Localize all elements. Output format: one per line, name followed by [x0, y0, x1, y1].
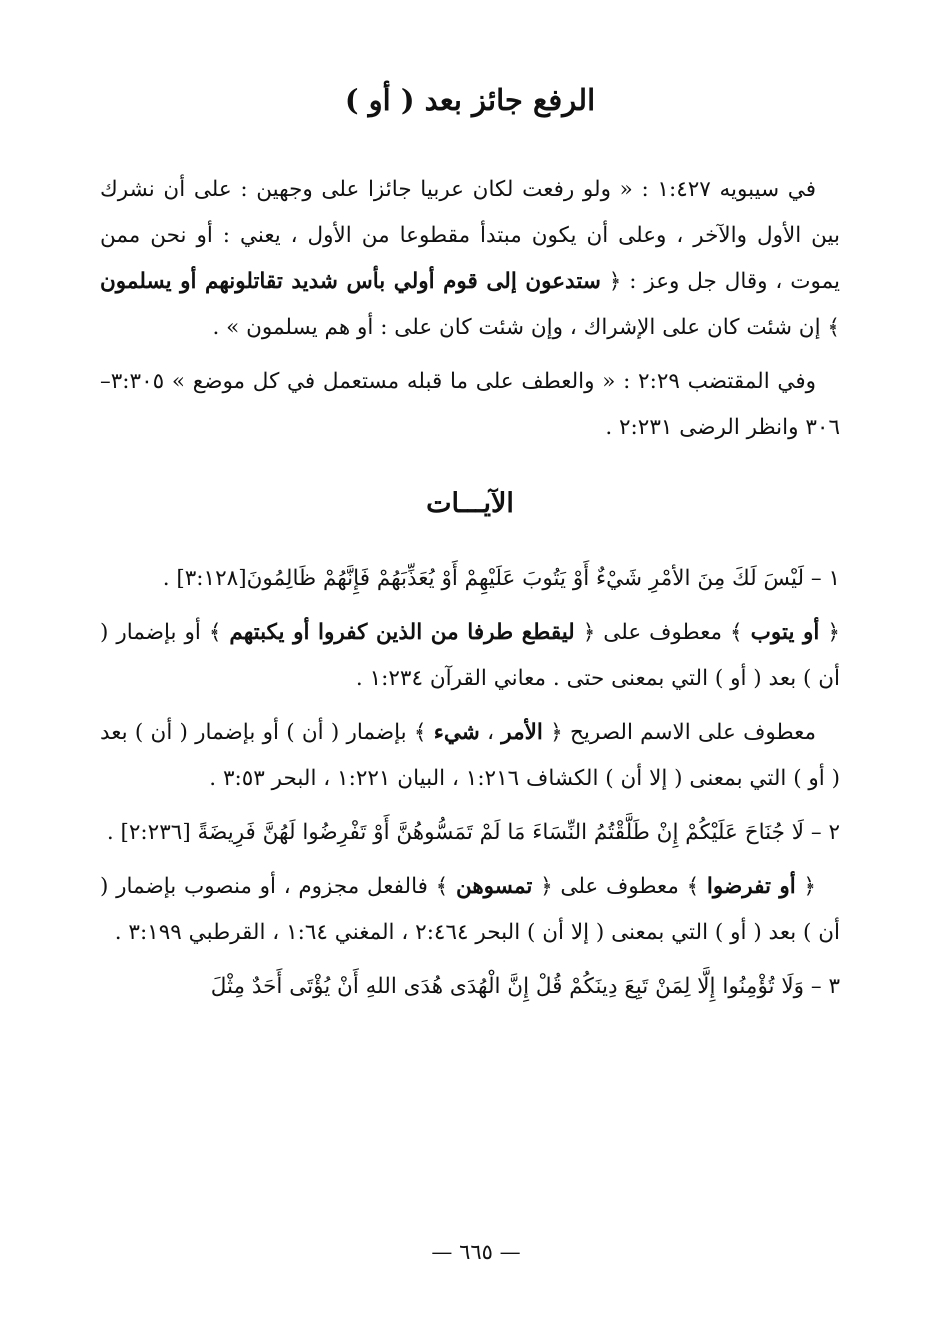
verse-3: ٣ – وَلَا تُؤْمِنُوا إِلَّا لِمَنْ تَبِعَ دِينَكُمْ قُلْ إِنَّ الْهُدَى هُدَى اللهِ أَنْ يُؤْتَى أَحَدٌ مِثْلَ [210, 974, 840, 1000]
bold-term: تمسوهن [455, 874, 533, 900]
intro-paragraph-sibawayh [100, 167, 840, 351]
bold-term: شيء [433, 720, 480, 746]
separator: ، [487, 720, 495, 746]
bracket-open: ﴿ [827, 620, 841, 646]
bold-term: أو تفرضوا [706, 874, 796, 900]
commentary-text: ﴾ أو بإضمار ( أن ) بعد ( أو ) التي بمعنى حتى . معاني القرآن ١:٢٣٤ . [100, 620, 840, 692]
bold-term: ليقطع طرفا من الذين كفروا أو يكبتهم [229, 620, 575, 646]
quran-quote: ستدعون إلى قوم أولي بأس شديد تقاتلونهم أو يسلمون [100, 268, 601, 294]
page-title: الرفع جائز بعد ( أو ) [344, 83, 596, 117]
page-content [100, 80, 840, 1018]
commentary-text: ﴾ معطوف على ﴿ [540, 874, 700, 900]
section-title: الآيـــات [426, 487, 514, 519]
commentary-2 [100, 864, 840, 956]
commentary-text: ﴾ بإضمار ( أن ) أو بإضمار ( أن ) بعد ( أو ) التي بمعنى ( إلا أن ) الكشاف ١:٢١٦ ، البيان ١:٢٢١ ، البحر ٣:٥٣ . [100, 720, 840, 792]
verse-2: ٢ – لَا جُنَاحَ عَلَيْكُمْ إِنْ طَلَّقْتُمُ النِّسَاءَ مَا لَمْ تَمَسُّوهُنَّ أَوْ تَفْرِضُوا لَهُنَّ فَرِيضَةً [٢:٢٣٦] . [106, 820, 840, 846]
page-number: — ٦٦٥ — [431, 1240, 521, 1264]
bold-term: أو يتوب [750, 620, 820, 646]
intro-text: في سيبويه ١:٤٢٧ : « ولو رفعت لكان عربيا جائزا على وجهين : على أن نشرك بين الأول والآخر ، وعلى أن يكون مبتدأ مقطوعا من الأول ، يعني : أو نحن ممن يموت ، وقال جل وعز : ﴿ [100, 176, 841, 294]
commentary-text: ﴾ فالفعل مجزوم ، أو منصوب بإضمار ( أن ) بعد ( أو ) التي بمعنى ( إلا أن ) البحر ٢:٤٦٤ ، المغني ١:٦٤ ، القرطبي ٣:١٩٩ . [100, 874, 840, 946]
commentary-text: ﴾ معطوف على ﴿ [582, 620, 743, 646]
bold-term: الأمر [501, 720, 543, 746]
intro-text-end: ﴾ إن شئت كان على الإشراك ، وإن شئت كان على : أو هم يسلمون » . [212, 314, 840, 340]
commentary-1a [100, 610, 840, 702]
commentary-1b [100, 710, 840, 802]
bracket-open: ﴿ [803, 874, 817, 900]
verse-1: ١ – لَيْسَ لَكَ مِنَ الأمْرِ شَيْءٌ أَوْ يَتُوبَ عَلَيْهِمْ أَوْ يُعَذِّبَهُمْ فَإِنَّهُمْ ظَالِمُونَ[٣:١٢٨] . [162, 566, 840, 592]
intro-paragraph-muqtadab: وفي المقتضب ٢:٢٩ : « والعطف على ما قبله مستعمل في كل موضع » ٣:٣٠٥–٣٠٦ وانظر الرضى ٢:٢٣١ . [100, 368, 840, 440]
commentary-text: معطوف على الاسم الصريح ﴿ [550, 720, 817, 746]
